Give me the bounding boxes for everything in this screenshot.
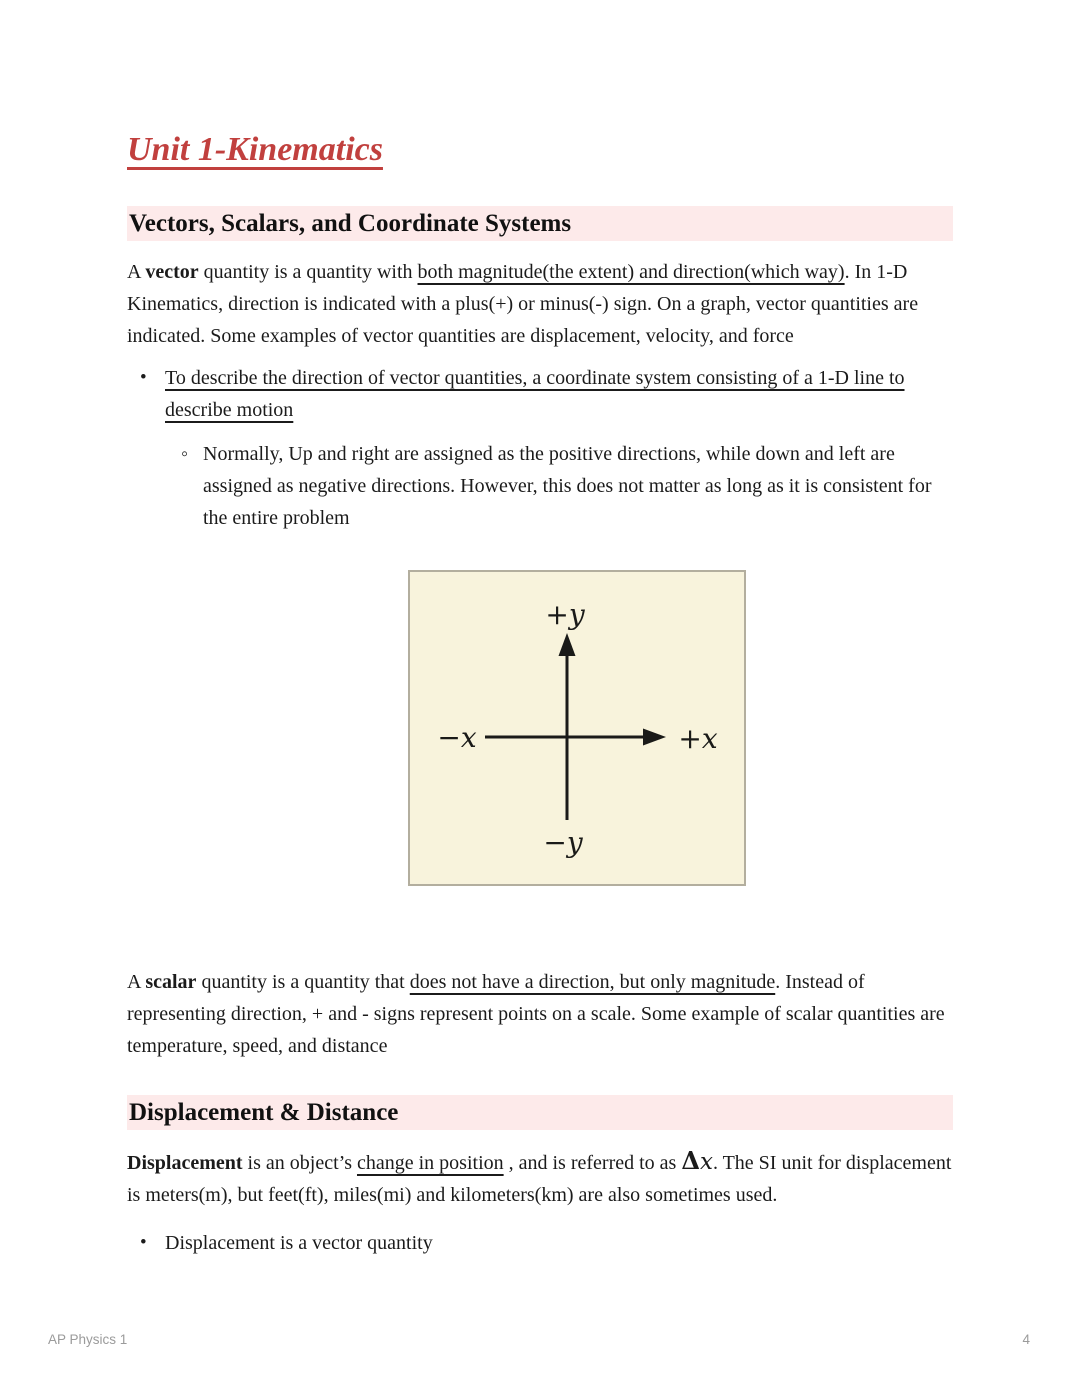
bullet-icon: • — [140, 367, 147, 388]
subbullet-text: Normally, Up and right are assigned as the positive directions, while down and left are assigned as negative directions. However, this does not matter as long as it is consistent for the entire problem — [203, 443, 932, 529]
text-segment: . The SI unit for displacement is meters(m), but feet(ft), miles(mi) and kilometers(km) are also sometimes used. — [127, 1152, 952, 1206]
displacement-term-bold: Displacement — [127, 1152, 243, 1174]
x-variable: x — [699, 1149, 713, 1175]
circle-bullet-icon: ◦ — [181, 443, 189, 465]
bullet-item-displacement-vector — [127, 1227, 953, 1259]
text-segment: quantity is a quantity with — [198, 261, 418, 283]
paragraph-scalar-definition — [127, 966, 953, 1062]
coordinate-axes-diagram — [408, 570, 746, 886]
underlined-phrase: both magnitude(the extent) and direction(which way) — [417, 261, 845, 283]
text-segment: is an object’s — [242, 1152, 357, 1174]
subbullet-item-positive-directions — [127, 438, 953, 534]
underlined-phrase: change in position — [356, 1152, 504, 1174]
text-segment: quantity is a quantity that — [196, 971, 410, 993]
up-arrowhead-icon — [559, 633, 576, 656]
axis-label-plus-y: +y — [545, 598, 585, 631]
delta-symbol: Δ — [681, 1146, 700, 1175]
right-arrowhead-icon — [643, 729, 666, 746]
bullet-text: To describe the direction of vector quantities, a coordinate system consisting of a 1-D line to describe motion — [165, 367, 905, 421]
axis-label-minus-y: −y — [543, 826, 583, 859]
vector-term-bold: vector — [145, 261, 199, 283]
text-segment: . Instead of representing direction, + and - signs represent points on a scale. Some example of scalar quantities are temperature, speed, and distance — [127, 971, 945, 1057]
text-segment: , and is referred to as — [503, 1152, 682, 1174]
text-segment: . In 1-D Kinematics, direction is indicated with a plus(+) or minus(-) sign. On a graph, vector quantities are indicated. Some examples of vector quantities are displacement, velocity, and force — [127, 261, 919, 347]
page-content — [127, 0, 953, 1259]
section-heading-displacement-distance: Displacement & Distance — [127, 1095, 953, 1130]
title-row — [127, 130, 953, 206]
footer-page-number: 4 — [1022, 1332, 1030, 1347]
bullet-text: Displacement is a vector quantity — [165, 1232, 433, 1254]
text-segment: A — [127, 971, 146, 993]
section-heading-vectors-scalars: Vectors, Scalars, and Coordinate Systems — [127, 206, 953, 241]
footer-course-label: AP Physics 1 — [48, 1332, 128, 1347]
axis-label-minus-x: −x — [437, 721, 477, 754]
bullet-icon: • — [140, 1232, 147, 1253]
axes-figure — [410, 572, 744, 884]
underlined-phrase: does not have a direction, but only magnitude — [409, 971, 776, 993]
axis-label-plus-x: +x — [678, 722, 718, 755]
bullet-item-coordinate-system — [127, 362, 953, 426]
text-segment: A — [127, 261, 146, 283]
scalar-term-bold: scalar — [145, 971, 197, 993]
page-title: Unit 1-Kinematics — [127, 131, 383, 168]
paragraph-displacement-definition — [127, 1145, 953, 1211]
paragraph-vector-definition — [127, 256, 953, 352]
